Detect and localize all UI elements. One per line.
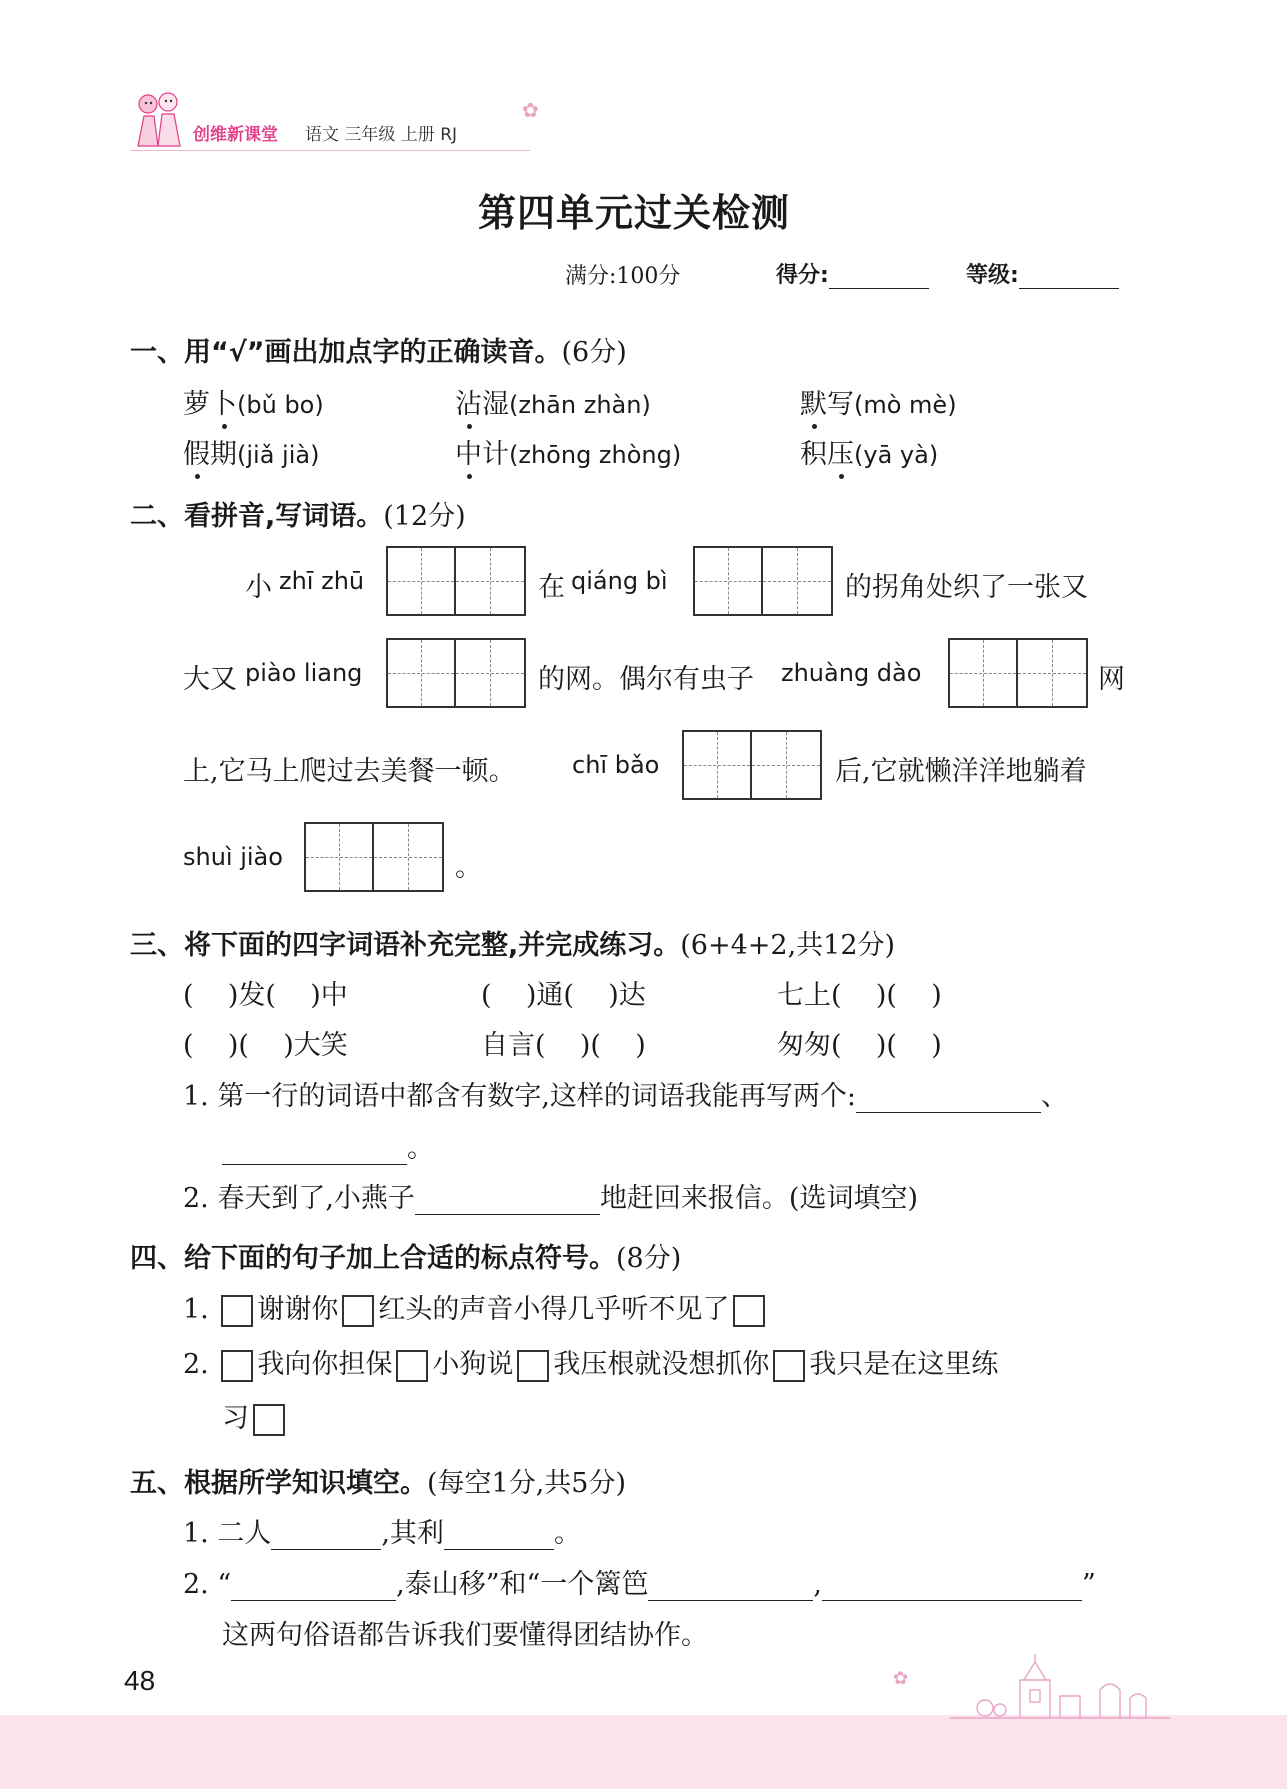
punct-box[interactable] <box>773 1350 805 1382</box>
grade-blank[interactable] <box>1019 262 1119 289</box>
q2-pinyin-3: piào liang <box>245 659 363 687</box>
q1-item-2: 沾湿(zhān zhàn) <box>455 382 651 421</box>
q2-pinyin-4: zhuàng dào <box>781 659 922 687</box>
q2-heading: 二、看拼音,写词语。(12分) <box>130 501 466 532</box>
flower-icon: ✿ <box>893 1668 909 1689</box>
q2-text: 。 <box>455 852 482 883</box>
idiom-2[interactable]: ( )通( )达 <box>481 980 646 1011</box>
punct-box[interactable] <box>396 1350 428 1382</box>
punct-box[interactable] <box>517 1350 549 1382</box>
q5-item-2: 2. “ ,泰山移”和“一个篱笆 , ” <box>183 1569 1096 1600</box>
idiom-1[interactable]: ( )发( )中 <box>183 980 348 1011</box>
header-mascot <box>128 88 186 150</box>
q5-blank-5[interactable] <box>822 1572 1082 1601</box>
q4-points: (8分) <box>616 1243 682 1274</box>
page-title: 第四单元过关检测 <box>478 191 791 235</box>
q2-text: 网 <box>1098 664 1125 695</box>
footer-band <box>0 1715 1287 1789</box>
grade-label: 等级: <box>966 263 1019 288</box>
page-number: 48 <box>124 1665 156 1696</box>
q4-sentence-1: 1. 谢谢你 红头的声音小得几乎听不见了 <box>183 1287 769 1327</box>
char-grid-1[interactable] <box>386 546 526 616</box>
q1-item-4: 假期(jiǎ jià) <box>183 432 319 471</box>
q2-pinyin-2: qiáng bì <box>571 567 668 595</box>
q1-item-3: 默写(mò mè) <box>800 382 957 421</box>
q5-points: (每空1分,共5分) <box>427 1468 627 1499</box>
header-divider <box>130 150 530 151</box>
flower-icon: ✿ <box>522 98 539 122</box>
char-grid-4[interactable] <box>948 638 1088 708</box>
char-grid-3[interactable] <box>386 638 526 708</box>
q3-sub1: 1. 第一行的词语中都含有数字,这样的词语我能再写两个: 、 <box>183 1081 1069 1112</box>
q2-text: 的网。偶尔有虫子 <box>538 664 754 695</box>
full-score: 满分:100分 <box>565 264 681 289</box>
q4-sentence-2: 2. 我向你担保 小狗说 我压根就没想抓你 我只是在这里练 <box>183 1349 999 1380</box>
q5-blank-3[interactable] <box>231 1572 396 1601</box>
q5-blank-2[interactable] <box>444 1521 554 1550</box>
q2-pinyin-1: zhī zhū <box>279 567 365 595</box>
q2-text: 的拐角处织了一张又 <box>845 572 1088 603</box>
score-field <box>776 258 929 289</box>
char-grid-6[interactable] <box>304 822 444 892</box>
q1-item-5: 中计(zhōng zhòng) <box>455 432 681 471</box>
q2-text: 在 <box>538 572 565 603</box>
q1-item-6: 积压(yā yà) <box>800 432 938 471</box>
idiom-4[interactable]: ( )( )大笑 <box>183 1030 348 1061</box>
punct-box[interactable] <box>253 1404 285 1436</box>
idiom-5[interactable]: 自言( )( ) <box>481 1030 646 1061</box>
q5-blank-1[interactable] <box>271 1521 381 1550</box>
q3-sub2-blank[interactable] <box>415 1186 600 1215</box>
q4-sentence-2-cont: 习 <box>222 1396 289 1436</box>
q5-blank-4[interactable] <box>648 1572 813 1601</box>
q3-sub1-blank-2[interactable] <box>222 1136 407 1165</box>
q2-pinyin-5: chī bǎo <box>572 751 660 779</box>
q3-sub2: 2. 春天到了,小燕子 地赶回来报信。(选词填空) <box>183 1183 919 1214</box>
header-subject: 语文 三年级 上册 RJ <box>305 125 458 145</box>
punct-box[interactable] <box>342 1295 374 1327</box>
idiom-6[interactable]: 匆匆( )( ) <box>777 1030 942 1061</box>
q2-text: 大又 <box>183 664 237 695</box>
q2-text: 上,它马上爬过去美餐一顿。 <box>183 756 516 787</box>
char-grid-5[interactable] <box>682 730 822 800</box>
q1-heading: 一、用“√”画出加点字的正确读音。(6分) <box>130 337 627 368</box>
q1-points: (6分) <box>561 337 627 368</box>
castle-icon <box>950 1650 1170 1720</box>
q3-points: (6+4+2,共12分) <box>680 930 896 961</box>
header-brand: 创维新课堂 <box>193 125 278 145</box>
q2-points: (12分) <box>383 501 466 532</box>
q2-text: 小 <box>245 572 272 603</box>
char-grid-2[interactable] <box>693 546 833 616</box>
q1-item-1: 萝卜(bǔ bo) <box>183 382 324 421</box>
q3-sub1-cont: 。 <box>222 1126 434 1165</box>
score-blank[interactable] <box>829 262 929 289</box>
grade-field <box>966 258 1119 289</box>
q5-item-1: 1. 二人 ,其利 。 <box>183 1518 581 1549</box>
q3-sub1-blank-1[interactable] <box>856 1084 1041 1113</box>
punct-box[interactable] <box>221 1350 253 1382</box>
punct-box[interactable] <box>221 1295 253 1327</box>
q2-text: 后,它就懒洋洋地躺着 <box>835 756 1087 787</box>
q5-heading: 五、根据所学知识填空。(每空1分,共5分) <box>130 1468 627 1499</box>
score-label: 得分: <box>776 263 829 288</box>
idiom-3[interactable]: 七上( )( ) <box>777 980 942 1011</box>
q5-item-2-cont: 这两句俗语都告诉我们要懂得团结协作。 <box>222 1620 708 1651</box>
q2-pinyin-6: shuì jiào <box>183 843 283 871</box>
punct-box[interactable] <box>733 1295 765 1327</box>
q3-heading: 三、将下面的四字词语补充完整,并完成练习。(6+4+2,共12分) <box>130 930 896 961</box>
q4-heading: 四、给下面的句子加上合适的标点符号。(8分) <box>130 1243 682 1274</box>
